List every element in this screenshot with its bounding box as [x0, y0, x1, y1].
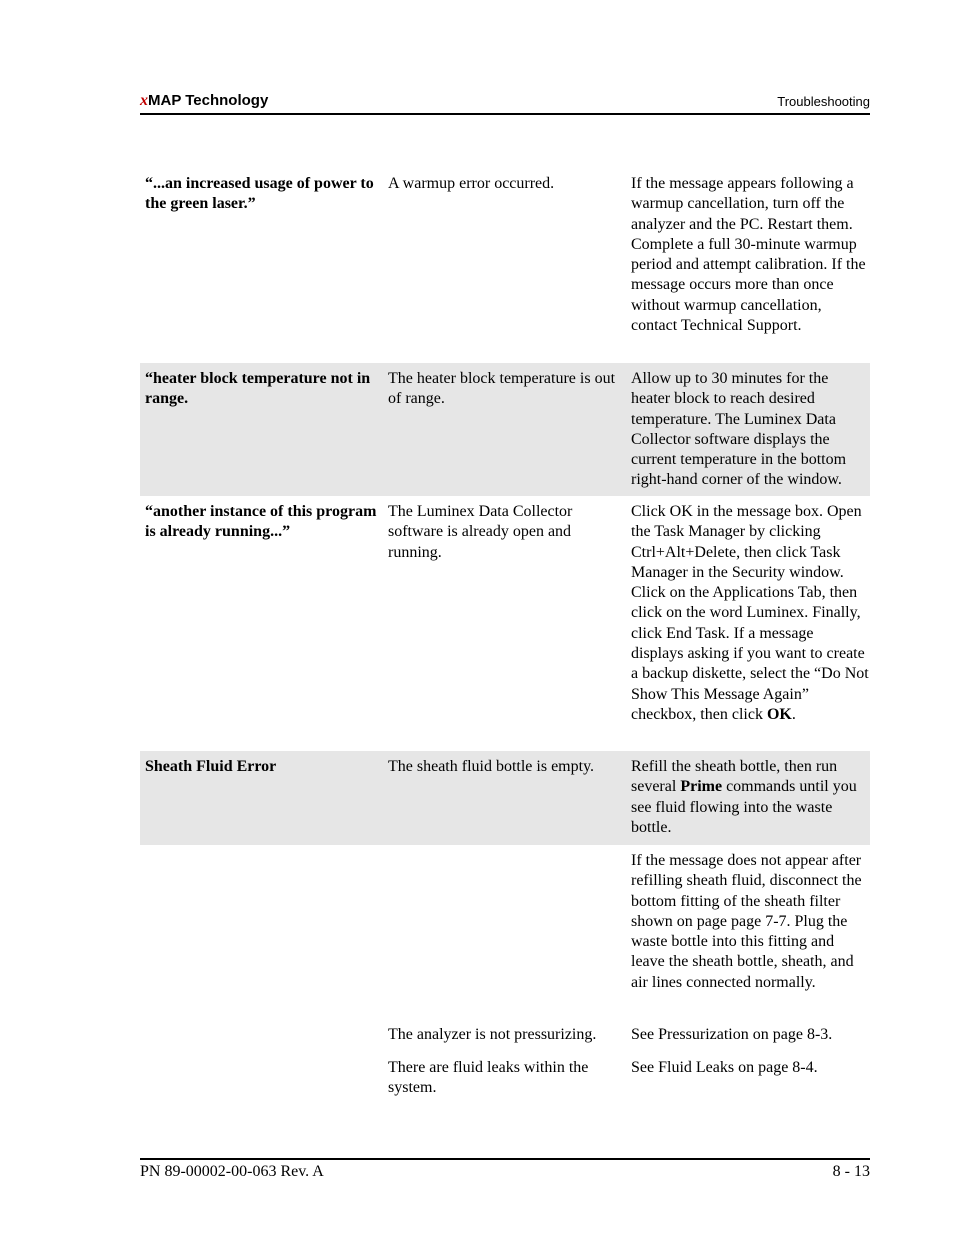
- table-row: [140, 845, 870, 1019]
- error-action: If the message appears following a warmup cancellation, turn off the analyzer and the PC. Restart them. Complete a full 30-minute warmup period and attempt calibration. If the message occurs more than once without warmup cancellation, contact Technical Support.: [631, 175, 866, 335]
- table-row: [140, 1019, 870, 1052]
- error-action: If the message does not appear after refilling sheath fluid, disconnect the bottom fitting of the sheath filter shown on page page 7-7. Plug the waste bottle into this fitting and leave the sheath bottle, sheath, and air lines connected normally.: [631, 852, 862, 991]
- error-message: “another instance of this program is already running...”: [145, 503, 377, 541]
- error-message: Sheath Fluid Error: [145, 758, 277, 775]
- error-action: Allow up to 30 minutes for the heater block to reach desired temperature. The Luminex Data Collector software displays the current temperature in the bottom right-hand corner of the window.: [631, 370, 847, 489]
- error-message: “...an increased usage of power to the green laser.”: [145, 175, 374, 213]
- error-action: See Fluid Leaks on page 8-4.: [631, 1059, 818, 1076]
- brand-title: xMAP Technology: [140, 92, 269, 109]
- error-action: Refill the sheath bottle, then run several Prime commands until you see fluid flowing into the waste bottle.: [631, 758, 857, 836]
- error-cause: The sheath fluid bottle is empty.: [388, 758, 595, 775]
- page-header: [140, 90, 870, 115]
- error-message: “heater block temperature not in range.: [145, 370, 371, 408]
- page-footer: [140, 1158, 870, 1180]
- table-row: [140, 496, 870, 751]
- error-cause: The analyzer is not pressurizing.: [388, 1026, 597, 1043]
- table-row: [140, 168, 870, 363]
- error-action: See Pressurization on page 8-3.: [631, 1026, 833, 1043]
- table-row: [140, 1052, 870, 1112]
- troubleshooting-table: [140, 168, 870, 1112]
- error-cause: The heater block temperature is out of range.: [388, 370, 616, 408]
- section-title: Troubleshooting: [777, 94, 870, 109]
- error-cause: A warmup error occurred.: [388, 175, 555, 192]
- part-number: PN 89-00002-00-063 Rev. A: [140, 1163, 324, 1180]
- table-row: [140, 363, 870, 496]
- page-number: 8 - 13: [832, 1163, 870, 1180]
- error-cause: There are fluid leaks within the system.: [388, 1059, 589, 1097]
- table-row: [140, 751, 870, 845]
- error-cause: The Luminex Data Collector software is already open and running.: [388, 503, 573, 561]
- error-action: Click OK in the message box. Open the Task Manager by clicking Ctrl+Alt+Delete, then click Task Manager in the Security window. Click on the Applications Tab, then click on the word Luminex. Finally, click End Task. If a message displays asking if you want to create a backup diskette, select the “Do Not Show This Message Again” checkbox, then click OK.: [631, 503, 869, 723]
